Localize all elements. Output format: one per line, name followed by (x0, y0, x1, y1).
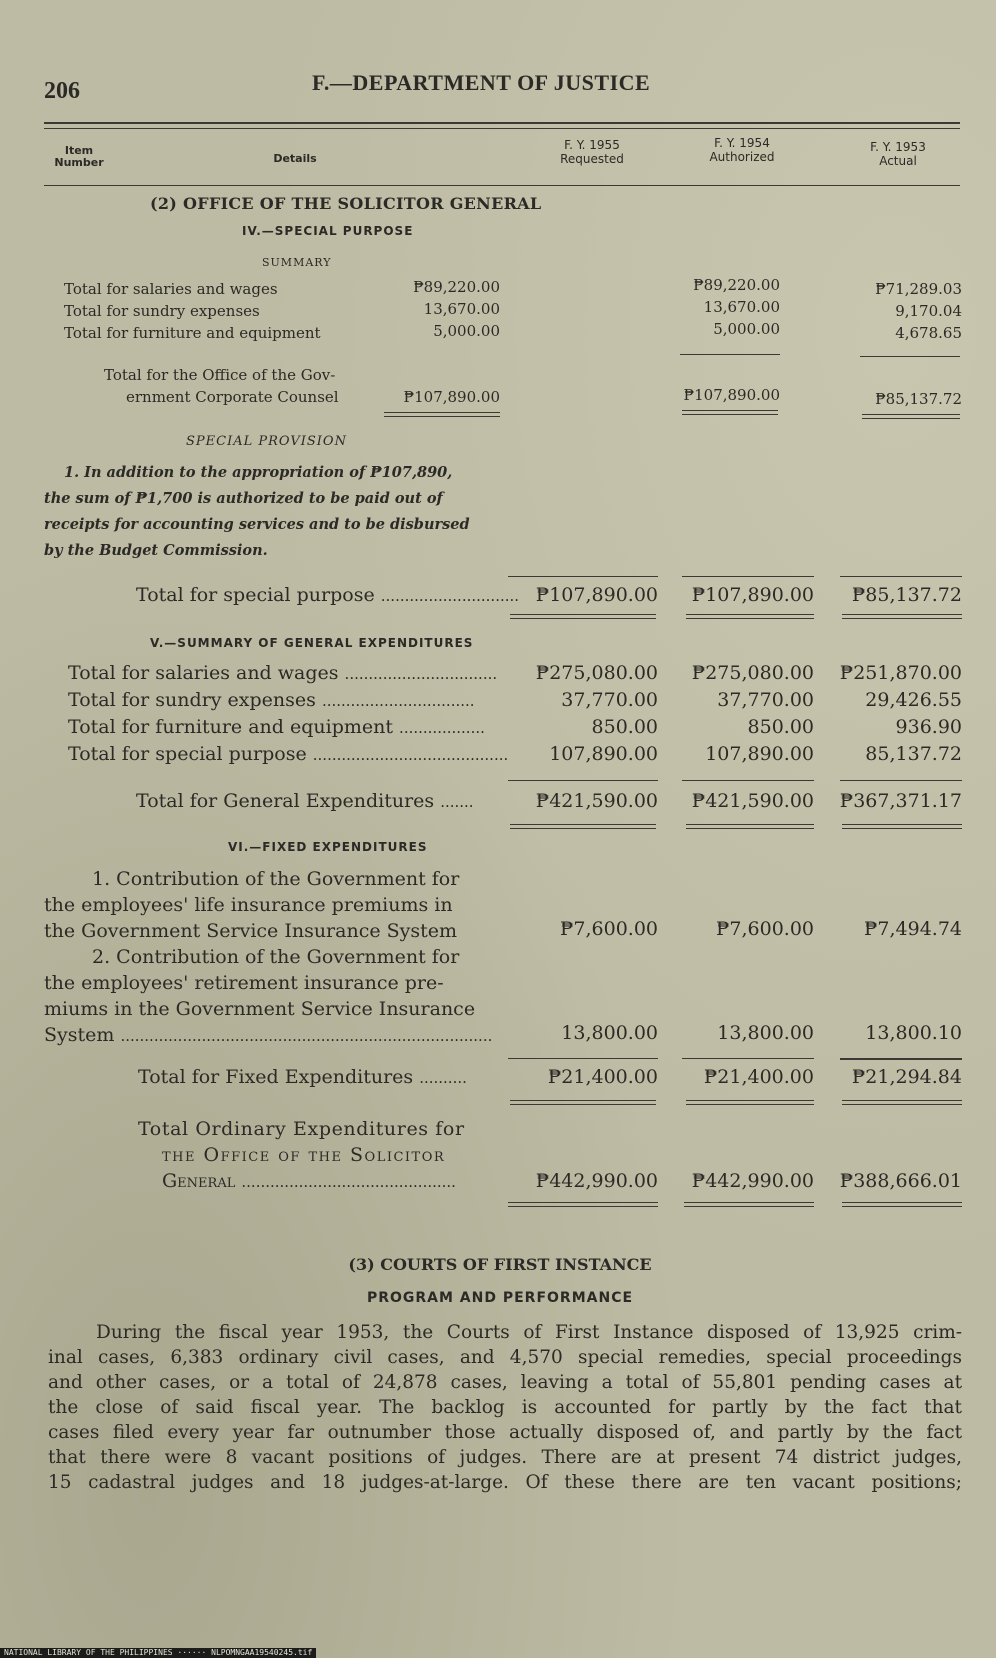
ordinary-total-line3-text: General (162, 1170, 236, 1192)
general-double-rule-fy1955 (510, 824, 656, 829)
general-row-special: Total for special purpose ......................................... (68, 743, 509, 765)
special-rule-fy1955 (508, 576, 658, 577)
general-row-sundry: Total for sundry expenses ................................ (68, 689, 475, 711)
office-row-salaries-fy1955: ₱89,220.00 (413, 278, 500, 296)
header-rule-top (44, 122, 960, 124)
office-row-sundry (64, 302, 388, 320)
fixed-item-1 (44, 866, 504, 944)
courts-line-5: cases filed every year far outnumber those actually disposed of, and partly by the fact (48, 1422, 962, 1443)
column-details: Details (273, 152, 317, 165)
fixed-double-rule-fy1954 (686, 1100, 814, 1105)
footer-library: NATIONAL LIBRARY OF THE PHILIPPINES (4, 1648, 173, 1657)
general-row-salaries-fy1953: ₱251,870.00 (839, 662, 962, 684)
special-double-rule-fy1954 (686, 614, 814, 619)
summary-label: SUMMARY (262, 256, 332, 269)
general-row-special-fy1955: 107,890.00 (549, 743, 658, 765)
general-row-sundry-fy1955: 37,770.00 (561, 689, 658, 711)
fixed-item-2-fy1954: 13,800.00 (717, 1022, 814, 1044)
general-double-rule-fy1954 (686, 824, 814, 829)
office-row-sundry-fy1954: 13,670.00 (703, 298, 780, 316)
fixed-item-2-line3: miums in the Government Service Insurance (44, 998, 476, 1020)
fixed-item-1-fy1953: ₱7,494.74 (863, 918, 962, 940)
column-fy1955-year: F. Y. 1955 (564, 138, 620, 152)
special-provision-title: SPECIAL PROVISION (186, 434, 347, 449)
page-number: 206 (44, 78, 80, 104)
general-total-row: Total for General Expenditures ....... (136, 790, 474, 812)
general-row-special-label: Total for special purpose (68, 743, 307, 765)
fixed-item-1-fy1954: ₱7,600.00 (715, 918, 814, 940)
general-double-rule-fy1953 (842, 824, 962, 829)
office-row-salaries-fy1953: ₱71,289.03 (875, 280, 962, 298)
fixed-double-rule-fy1955 (510, 1100, 656, 1105)
office-row-salaries-label: Total for salaries and wages (64, 280, 278, 298)
special-total-row: Total for special purpose ............................. (136, 584, 520, 606)
special-double-rule-fy1953 (842, 614, 962, 619)
courts-line-7: 15 cadastral judges and 18 judges-at-large. Of these there are ten vacant positions; (48, 1472, 962, 1493)
section-v-title: V.—SUMMARY OF GENERAL EXPENDITURES (150, 636, 474, 650)
office-double-rule-fy1955 (384, 412, 500, 417)
header-rule-bottom (44, 185, 960, 186)
fixed-item-1-line2: the employees' life insurance premiums in (44, 894, 453, 916)
special-total-fy1955: ₱107,890.00 (535, 584, 658, 606)
general-row-special-fy1954: 107,890.00 (705, 743, 814, 765)
general-total-fy1953: ₱367,371.17 (839, 790, 962, 812)
office-row-salaries-fy1954: ₱89,220.00 (693, 276, 780, 294)
special-total-label: Total for special purpose (136, 584, 375, 606)
fixed-item-2-line4: System .............................................................................. (44, 1024, 493, 1046)
general-row-salaries-fy1955: ₱275,080.00 (535, 662, 658, 684)
office-total-line2: ernment Corporate Counsel (126, 388, 339, 406)
fixed-item-2 (44, 944, 504, 1049)
general-row-furniture-fy1954: 850.00 (747, 716, 814, 738)
ordinary-total-block (138, 1116, 504, 1195)
office-row-furniture-fy1953: 4,678.65 (895, 324, 962, 342)
page-title: F.—DEPARTMENT OF JUSTICE (312, 70, 651, 95)
special-rule-fy1954 (682, 576, 814, 577)
special-provision-line3: receipts for accounting services and to be disbursed (44, 516, 470, 533)
general-row-salaries-fy1954: ₱275,080.00 (691, 662, 814, 684)
fixed-total-fy1953: ₱21,294.84 (851, 1066, 962, 1088)
column-fy1955 (532, 138, 652, 166)
special-double-rule-fy1955 (510, 614, 656, 619)
ordinary-total-line2: the Office of the Solicitor (162, 1144, 446, 1166)
fixed-rule-fy1955 (508, 1058, 658, 1059)
special-provision-text (44, 460, 504, 564)
courts-line-4: the close of said fiscal year. The backlog is accounted for partly by the fact that (48, 1397, 962, 1418)
office-row-sundry-fy1953: 9,170.04 (895, 302, 962, 320)
courts-line-3: and other cases, or a total of 24,878 cases, leaving a total of 55,801 pending cases at (48, 1372, 962, 1393)
general-row-salaries-label: Total for salaries and wages (68, 662, 339, 684)
fixed-total-row: Total for Fixed Expenditures .......... (138, 1066, 467, 1088)
office-double-rule-fy1953 (862, 414, 960, 419)
ordinary-total-fy1954: ₱442,990.00 (691, 1170, 814, 1192)
column-item-number: Item Number (54, 144, 104, 169)
section-iv-title: IV.—SPECIAL PURPOSE (242, 224, 414, 238)
special-provision-line2: the sum of ₱1,700 is authorized to be paid out of (44, 490, 443, 507)
special-provision-line4: by the Budget Commission. (44, 542, 268, 559)
footer-file: NLPOMNGAA19540245.tif (211, 1648, 313, 1657)
general-row-furniture-label: Total for furniture and equipment (68, 716, 393, 738)
special-total-fy1954: ₱107,890.00 (691, 584, 814, 606)
column-fy1954 (682, 136, 802, 164)
special-total-fy1953: ₱85,137.72 (851, 584, 962, 606)
column-fy1953-year: F. Y. 1953 (870, 140, 926, 154)
office-total-fy1953: ₱85,137.72 (875, 390, 962, 408)
general-rule-fy1953 (840, 780, 962, 781)
office-row-sundry-label: Total for sundry expenses (64, 302, 260, 320)
general-row-sundry-label: Total for sundry expenses (68, 689, 316, 711)
fixed-total-fy1955: ₱21,400.00 (547, 1066, 658, 1088)
office-double-rule-fy1954 (682, 410, 778, 415)
ordinary-total-line1: Total Ordinary Expenditures for (138, 1118, 465, 1140)
header-rule-second (44, 128, 960, 129)
fixed-item-2-fy1953: 13,800.10 (865, 1022, 962, 1044)
ordinary-total-fy1955: ₱442,990.00 (535, 1170, 658, 1192)
office-row-furniture-fy1955: 5,000.00 (433, 322, 500, 340)
fixed-total-label: Total for Fixed Expenditures (138, 1066, 414, 1088)
office-rule-fy1954 (680, 354, 780, 355)
ordinary-total-line3: General ............................................. (162, 1170, 456, 1192)
courts-paragraph (48, 1320, 962, 1495)
fixed-rule-fy1953 (840, 1058, 962, 1060)
courts-line-2: inal cases, 6,383 ordinary civil cases, and 4,570 special remedies, special proceedings (48, 1347, 962, 1368)
scan-footer: NATIONAL LIBRARY OF THE PHILIPPINES ······ NLPOMNGAA19540245.tif (0, 1648, 316, 1658)
fixed-item-1-line1: 1. Contribution of the Government for (92, 868, 460, 890)
fixed-item-1-line3: the Government Service Insurance System (44, 920, 458, 942)
general-rule-fy1955 (508, 780, 658, 781)
column-fy1954-year: F. Y. 1954 (714, 136, 770, 150)
office-total-fy1955: ₱107,890.00 (403, 388, 500, 406)
fixed-rule-fy1954 (682, 1058, 814, 1059)
general-row-salaries: Total for salaries and wages ................................ (68, 662, 498, 684)
fixed-item-1-fy1955: ₱7,600.00 (559, 918, 658, 940)
general-total-label: Total for General Expenditures (136, 790, 435, 812)
fixed-item-2-line2: the employees' retirement insurance pre- (44, 972, 444, 994)
fixed-item-2-fy1955: 13,800.00 (561, 1022, 658, 1044)
office-total-line1: Total for the Office of the Gov- (104, 366, 336, 384)
column-fy1953 (838, 140, 958, 168)
courts-line-6: that there were 8 vacant positions of judges. There are at present 74 district judges, (48, 1447, 962, 1468)
courts-title: (3) COURTS OF FIRST INSTANCE (348, 1255, 652, 1274)
office-row-furniture-fy1954: 5,000.00 (713, 320, 780, 338)
general-row-sundry-fy1953: 29,426.55 (865, 689, 962, 711)
general-row-sundry-fy1954: 37,770.00 (717, 689, 814, 711)
office-row-furniture-label: Total for furniture and equipment (64, 324, 321, 342)
general-total-fy1954: ₱421,590.00 (691, 790, 814, 812)
office-title: (2) OFFICE OF THE SOLICITOR GENERAL (150, 194, 542, 213)
special-provision-line1: 1. In addition to the appropriation of ₱107,890, (64, 464, 453, 481)
office-rule-fy1953 (860, 356, 960, 357)
ordinary-total-fy1953: ₱388,666.01 (839, 1170, 962, 1192)
ordinary-double-rule-fy1954 (684, 1202, 814, 1207)
general-row-furniture-fy1955: 850.00 (591, 716, 658, 738)
office-row-furniture (64, 324, 388, 342)
fixed-item-2-line1: 2. Contribution of the Government for (92, 946, 460, 968)
office-row-salaries (64, 280, 388, 298)
ordinary-double-rule-fy1953 (842, 1202, 962, 1207)
general-row-special-fy1953: 85,137.72 (865, 743, 962, 765)
courts-line-1: During the fiscal year 1953, the Courts of First Instance disposed of 13,925 crim- (96, 1322, 962, 1343)
fixed-item-2-line4-text: System (44, 1024, 115, 1046)
column-fy1954-status: Authorized (709, 150, 775, 164)
section-vi-title: VI.—FIXED EXPENDITURES (228, 840, 428, 854)
general-row-furniture: Total for furniture and equipment .................. (68, 716, 485, 738)
general-rule-fy1954 (682, 780, 814, 781)
ordinary-double-rule-fy1955 (508, 1202, 658, 1207)
fixed-double-rule-fy1953 (842, 1100, 962, 1105)
courts-subtitle: PROGRAM AND PERFORMANCE (366, 1290, 634, 1306)
general-total-fy1955: ₱421,590.00 (535, 790, 658, 812)
column-fy1955-status: Requested (560, 152, 624, 166)
general-row-furniture-fy1953: 936.90 (895, 716, 962, 738)
column-fy1953-status: Actual (879, 154, 917, 168)
office-total-fy1954: ₱107,890.00 (683, 386, 780, 404)
fixed-total-fy1954: ₱21,400.00 (703, 1066, 814, 1088)
special-rule-fy1953 (840, 576, 962, 577)
office-row-sundry-fy1955: 13,670.00 (423, 300, 500, 318)
